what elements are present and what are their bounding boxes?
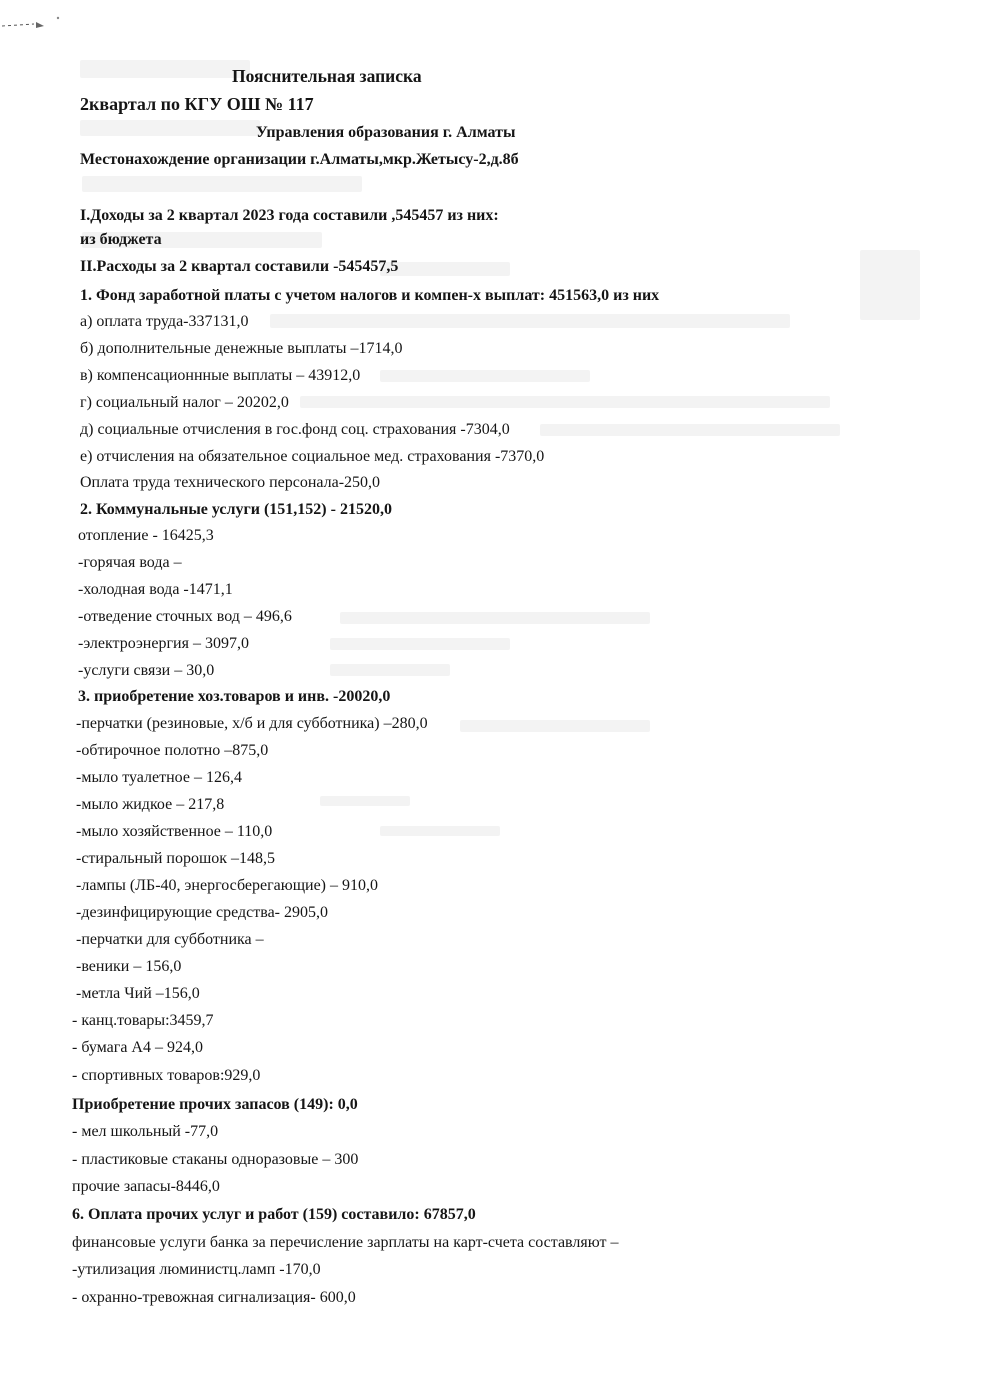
supplies-item: -перчатки (резиновые, х/б и для субботника) –280,0 (76, 715, 428, 732)
bleed-through-mark (80, 120, 260, 136)
bleed-through-mark (460, 720, 650, 732)
other-stock-item: прочие запасы-8446,0 (72, 1178, 220, 1195)
supplies-heading: 3. приобретение хоз.товаров и инв. -20020,0 (78, 688, 391, 705)
supplies-item: -стиральный порошок –148,5 (76, 850, 276, 867)
utilities-heading: 2. Коммунальные услуги (151,152) - 21520,0 (80, 501, 392, 518)
other-stock-item: - пластиковые стаканы одноразовые – 300 (72, 1151, 359, 1168)
payroll-item: Оплата труда технического персонала-250,0 (80, 474, 381, 491)
utilities-item: -горячая вода – (78, 554, 182, 571)
supplies-item: -веники – 156,0 (76, 958, 182, 975)
supplies-item: -дезинфицирующие средства- 2905,0 (76, 904, 328, 921)
scan-mark-icon (0, 14, 60, 38)
payroll-heading: 1. Фонд заработной платы с учетом налогов и компен-х выплат: 451563,0 из них (80, 287, 660, 304)
supplies-item: - бумага А4 – 924,0 (72, 1039, 203, 1056)
bleed-through-mark (330, 638, 510, 650)
bleed-through-mark (540, 424, 840, 436)
expenses-heading: II.Расходы за 2 квартал составили -545457,5 (80, 258, 399, 275)
payroll-item: д) социальные отчисления в гос.фонд соц. страхования -7304,0 (80, 421, 510, 438)
supplies-item: -лампы (ЛБ-40, энергосберегающие) – 910,0 (76, 877, 378, 894)
supplies-item: -мыло жидкое – 217,8 (76, 796, 225, 813)
services-heading: 6. Оплата прочих услуг и работ (159) составило: 67857,0 (72, 1206, 476, 1223)
payroll-item: а) оплата труда-337131,0 (80, 313, 249, 330)
supplies-item: -мыло туалетное – 126,4 (76, 769, 242, 786)
document-title: Пояснительная записка (232, 66, 422, 86)
income-heading: I.Доходы за 2 квартал 2023 года составили ,545457 из них: (80, 207, 499, 224)
bleed-through-mark (300, 396, 830, 408)
utilities-item: -холодная вода -1471,1 (78, 581, 233, 598)
other-stock-heading: Приобретение прочих запасов (149): 0,0 (72, 1096, 358, 1113)
supplies-item: - канц.товары:3459,7 (72, 1012, 214, 1029)
income-source: из бюджета (80, 231, 162, 248)
bleed-through-mark (380, 370, 590, 382)
bleed-through-mark (340, 612, 650, 624)
supplies-item: -метла Чий –156,0 (76, 985, 200, 1002)
payroll-item: е) отчисления на обязательное социальное мед. страхования -7370,0 (80, 448, 545, 465)
payroll-item: г) социальный налог – 20202,0 (80, 394, 289, 411)
bleed-through-mark (82, 176, 362, 192)
organization-location: Местонахождение организации г.Алматы,мкр.Жетысу-2,д.8б (80, 151, 519, 168)
other-stock-item: - мел школьный -77,0 (72, 1123, 219, 1140)
supplies-item: -перчатки для субботника – (76, 931, 264, 948)
department-name: Управления образования г. Алматы (256, 124, 516, 141)
utilities-item: -электроэнергия – 3097,0 (78, 635, 249, 652)
supplies-item: -обтирочное полотно –875,0 (76, 742, 269, 759)
utilities-item: отопление - 16425,3 (78, 527, 214, 544)
bleed-through-mark (320, 796, 410, 806)
payroll-item: в) компенсационнные выплаты – 43912,0 (80, 367, 361, 384)
supplies-item: - спортивных товаров:929,0 (72, 1067, 261, 1084)
bleed-through-mark (380, 262, 510, 276)
services-item: -утилизация люминистц.ламп -170,0 (72, 1261, 321, 1278)
utilities-item: -отведение сточных вод – 496,6 (78, 608, 292, 625)
bleed-through-mark (330, 664, 450, 676)
utilities-item: -услуги связи – 30,0 (78, 662, 215, 679)
services-item: - охранно-тревожная сигнализация- 600,0 (72, 1289, 356, 1306)
bleed-through-mark (380, 826, 500, 836)
document-subtitle: 2квартал по КГУ ОШ № 117 (80, 94, 314, 114)
services-item: финансовые услуги банка за перечисление зарплаты на карт-счета составляют – (72, 1234, 619, 1251)
bleed-through-mark (270, 314, 790, 328)
supplies-item: -мыло хозяйственное – 110,0 (76, 823, 273, 840)
bleed-through-mark (860, 250, 920, 320)
bleed-through-mark (80, 60, 250, 78)
payroll-item: б) дополнительные денежные выплаты –1714,0 (80, 340, 403, 357)
